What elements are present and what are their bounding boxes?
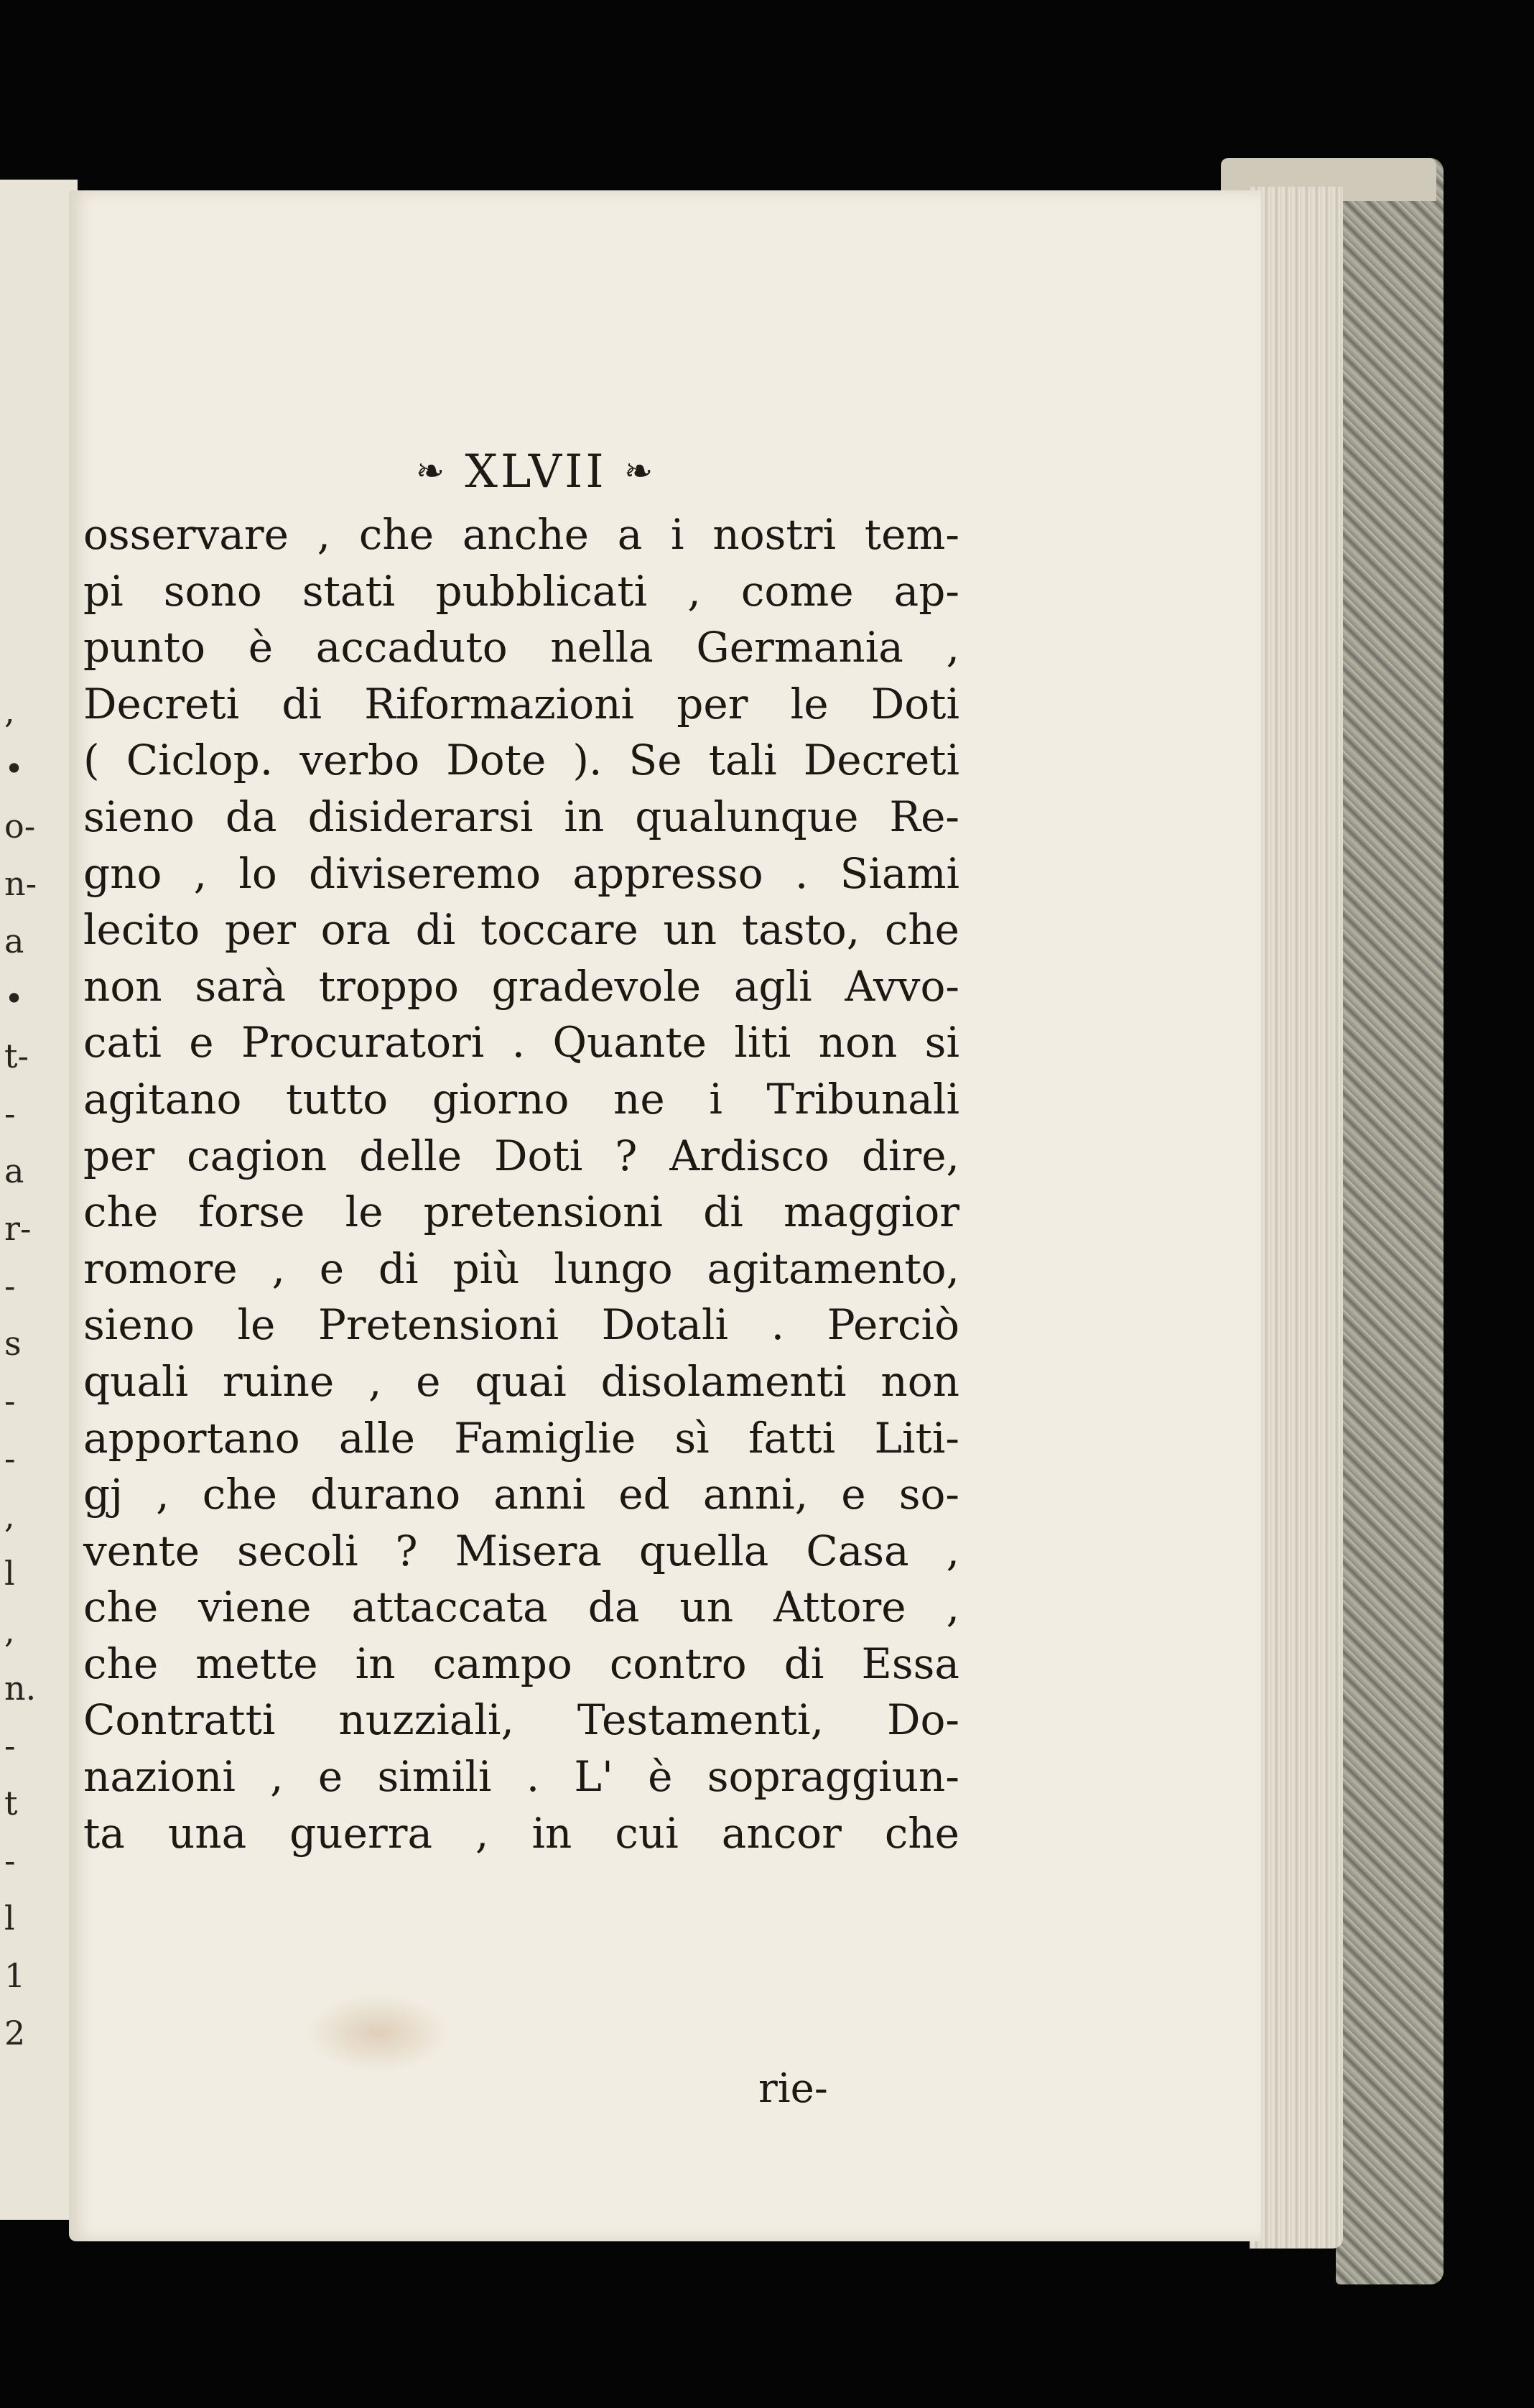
page-stain [306,1993,450,2073]
text-line: sieno da disiderarsi in qualunque Re- [83,792,959,841]
ornament-right-icon: ❧ [623,451,656,491]
facing-mark: l [4,1899,15,1937]
text-line: per cagion delle Doti ? Ardisco dire, [83,1131,959,1180]
facing-mark: - [4,1381,16,1420]
book-fore-edge [1250,187,1343,2249]
facing-mark: - [4,1841,16,1880]
facing-mark: a [4,1152,24,1190]
text-line: osservare , che anche a i nostri tem- [83,510,959,559]
facing-mark: s [4,1324,22,1363]
text-line: vente secoli ? Misera quella Casa , [83,1526,959,1575]
text-line: che forse le pretensioni di maggior [83,1187,959,1237]
text-line: che viene attaccata da un Attore , [83,1583,959,1632]
facing-mark: , [4,1611,15,1650]
facing-mark: o- [4,807,36,846]
text-line: romore , e di più lungo agitamento, [83,1244,959,1293]
text-line: agitano tutto giorno ne i Tribunali [83,1074,959,1124]
text-line: cati e Procuratori . Quante liti non si [83,1018,959,1068]
text-line: non sarà troppo gradevole agli Avvo- [83,961,959,1011]
facing-mark: - [4,1439,16,1478]
text-line: gj , che durano anni ed anni, e so- [83,1470,959,1519]
text-line: Decreti di Riformazioni per le Doti [83,679,959,728]
facing-mark: • [4,979,24,1018]
facing-mark: n- [4,864,37,903]
text-line: ( Ciclop. verbo Dote ). Se tali Decreti [83,736,959,785]
book-cover-board [1336,158,1444,2284]
text-line: nazioni , e simili . L' è sopraggiun- [83,1752,959,1802]
facing-mark: - [4,1266,16,1305]
facing-mark: l [4,1554,15,1593]
text-line: apportano alle Famiglie sì fatti Liti- [83,1413,959,1463]
text-line: gno , lo diviseremo appresso . Siami [83,848,959,898]
body-text [69,506,959,1861]
facing-mark: - [4,1726,16,1765]
facing-mark: r- [4,1209,32,1248]
facing-mark: , [4,1496,15,1535]
facing-mark: , [4,692,15,731]
page-header [69,445,1003,499]
catchword: rie- [758,2065,828,2112]
text-line: quali ruine , e quai disolamenti non [83,1356,959,1406]
text-line: punto è accaduto nella Germania , [83,623,959,672]
text-line: che mette in campo contro di Essa [83,1639,959,1688]
facing-mark: n. [4,1669,37,1708]
facing-mark: a [4,922,24,960]
facing-page-edge [0,180,78,2220]
text-line: lecito per ora di toccare un tasto, che [83,905,959,955]
facing-mark: 1 [4,1956,26,1995]
facing-page-text-fragments [4,682,37,2062]
text-line: pi sono stati pubblicati , come ap- [83,566,959,616]
facing-mark: • [4,749,24,788]
facing-mark: t- [4,1037,29,1075]
text-line: ta una guerra , in cui ancor che [83,1808,959,1858]
facing-mark: 2 [4,2014,26,2052]
book-page [69,190,1261,2241]
page-number: XLVII [465,445,607,499]
ornament-left-icon: ❧ [415,451,448,491]
facing-mark: t [4,1784,18,1823]
text-line: Contratti nuzziali, Testamenti, Do- [83,1695,959,1745]
text-line: sieno le Pretensioni Dotali . Perciò [83,1300,959,1350]
facing-mark: - [4,1094,16,1133]
